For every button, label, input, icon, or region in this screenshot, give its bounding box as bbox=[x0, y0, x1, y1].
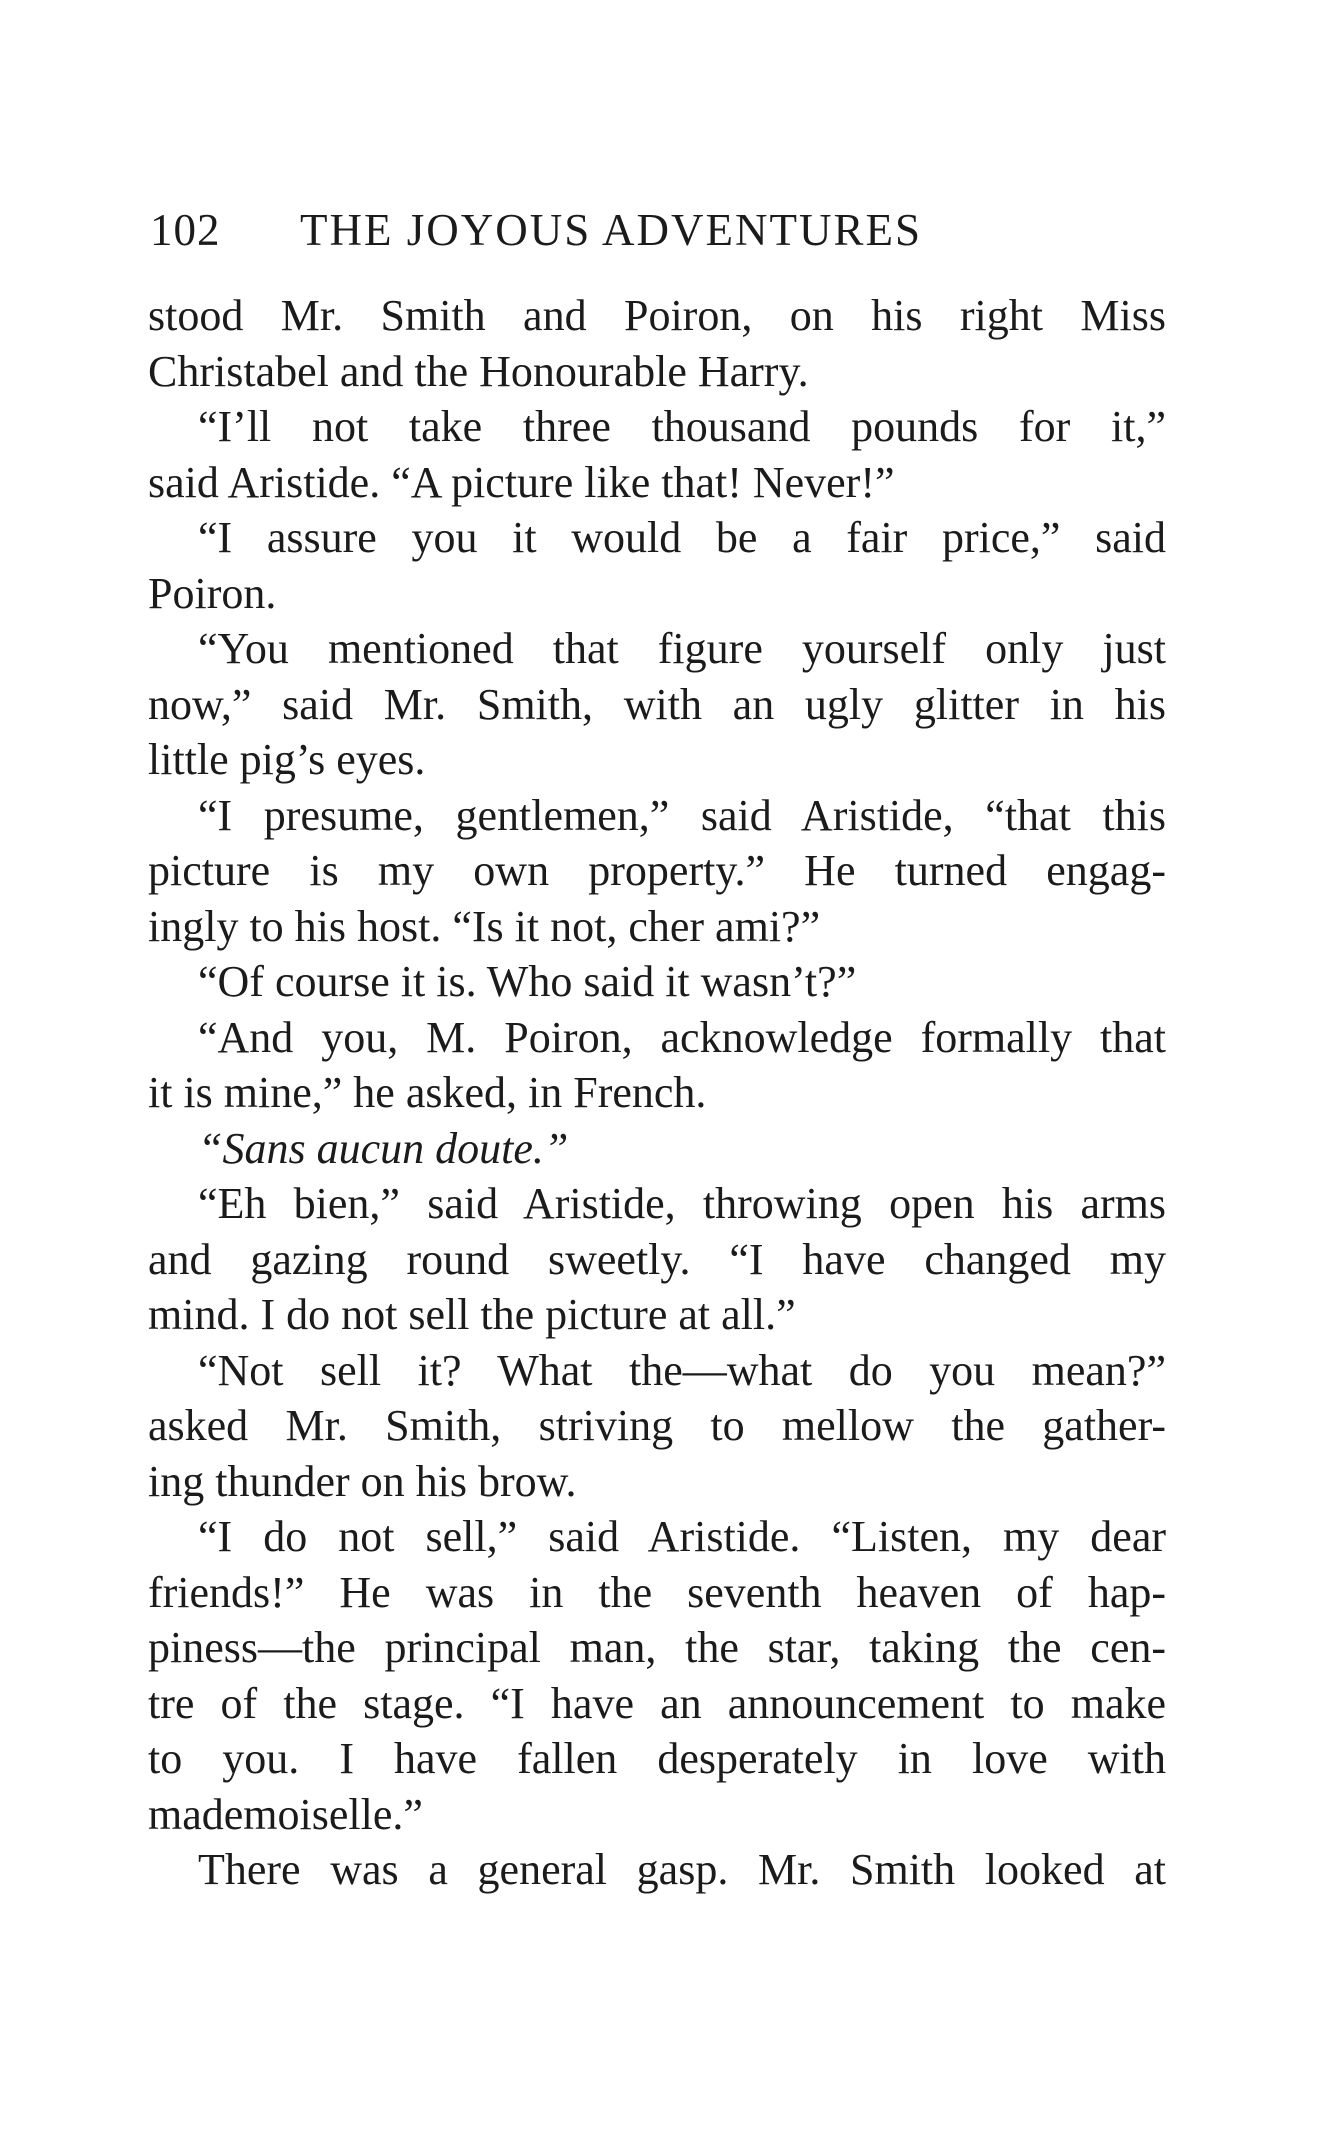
text-line: Christabel and the Honourable Harry. bbox=[148, 346, 809, 396]
text-line: tre of the stage. “I have an announcement to make bbox=[148, 1678, 1166, 1728]
text-line: asked Mr. Smith, striving to mellow the gather- bbox=[148, 1401, 1166, 1450]
text-line: mind. I do not sell the picture at all.” bbox=[148, 1290, 796, 1339]
book-title: THE JOYOUS ADVENTURES bbox=[300, 205, 923, 255]
running-head bbox=[150, 200, 1170, 260]
text-line: “You mentioned that figure yourself only just bbox=[198, 624, 1166, 673]
text-line: There was a general gasp. Mr. Smith looked at bbox=[198, 1845, 1166, 1894]
text-line: it is mine,” he asked, in French. bbox=[148, 1068, 707, 1117]
text-line: Poiron. bbox=[148, 568, 277, 618]
text-line: ingly to his host. “Is it not, cher ami?” bbox=[148, 901, 821, 951]
text-line: now,” said Mr. Smith, with an ugly glitter in his bbox=[148, 679, 1166, 729]
text-line: said Aristide. “A picture like that! Never!” bbox=[148, 457, 895, 507]
text-line: “Of course it is. Who said it wasn’t?” bbox=[198, 957, 857, 1006]
text-line: ing thunder on his brow. bbox=[148, 1456, 577, 1506]
text-line: stood Mr. Smith and Poiron, on his right Miss bbox=[148, 291, 1166, 340]
text-line: and gazing round sweetly. “I have changed my bbox=[148, 1234, 1166, 1284]
text-line: “I presume, gentlemen,” said Aristide, “that this bbox=[198, 790, 1166, 840]
body-text bbox=[148, 288, 1166, 1898]
text-line: “Not sell it? What the—what do you mean?” bbox=[198, 1345, 1166, 1395]
text-line: little pig’s eyes. bbox=[148, 735, 426, 784]
text-line: “I assure you it would be a fair price,” said bbox=[198, 513, 1166, 562]
text-line: “Sans aucun doute.” bbox=[198, 1123, 569, 1173]
text-line: “Eh bien,” said Aristide, throwing open his arms bbox=[198, 1179, 1166, 1228]
text-line: to you. I have fallen desperately in love with bbox=[148, 1734, 1166, 1783]
text-line: “And you, M. Poiron, acknowledge formally that bbox=[198, 1012, 1166, 1062]
page-number: 102 bbox=[150, 205, 221, 255]
text-line: “I’ll not take three thousand pounds for it,” bbox=[198, 402, 1166, 451]
text-line: mademoiselle.” bbox=[148, 1789, 423, 1839]
text-line: picture is my own property.” He turned engag- bbox=[148, 846, 1166, 895]
text-line: friends!” He was in the seventh heaven of hap- bbox=[148, 1567, 1166, 1617]
text-line: piness—the principal man, the star, taking the cen- bbox=[148, 1623, 1166, 1672]
text-line: “I do not sell,” said Aristide. “Listen, my dear bbox=[198, 1512, 1166, 1561]
